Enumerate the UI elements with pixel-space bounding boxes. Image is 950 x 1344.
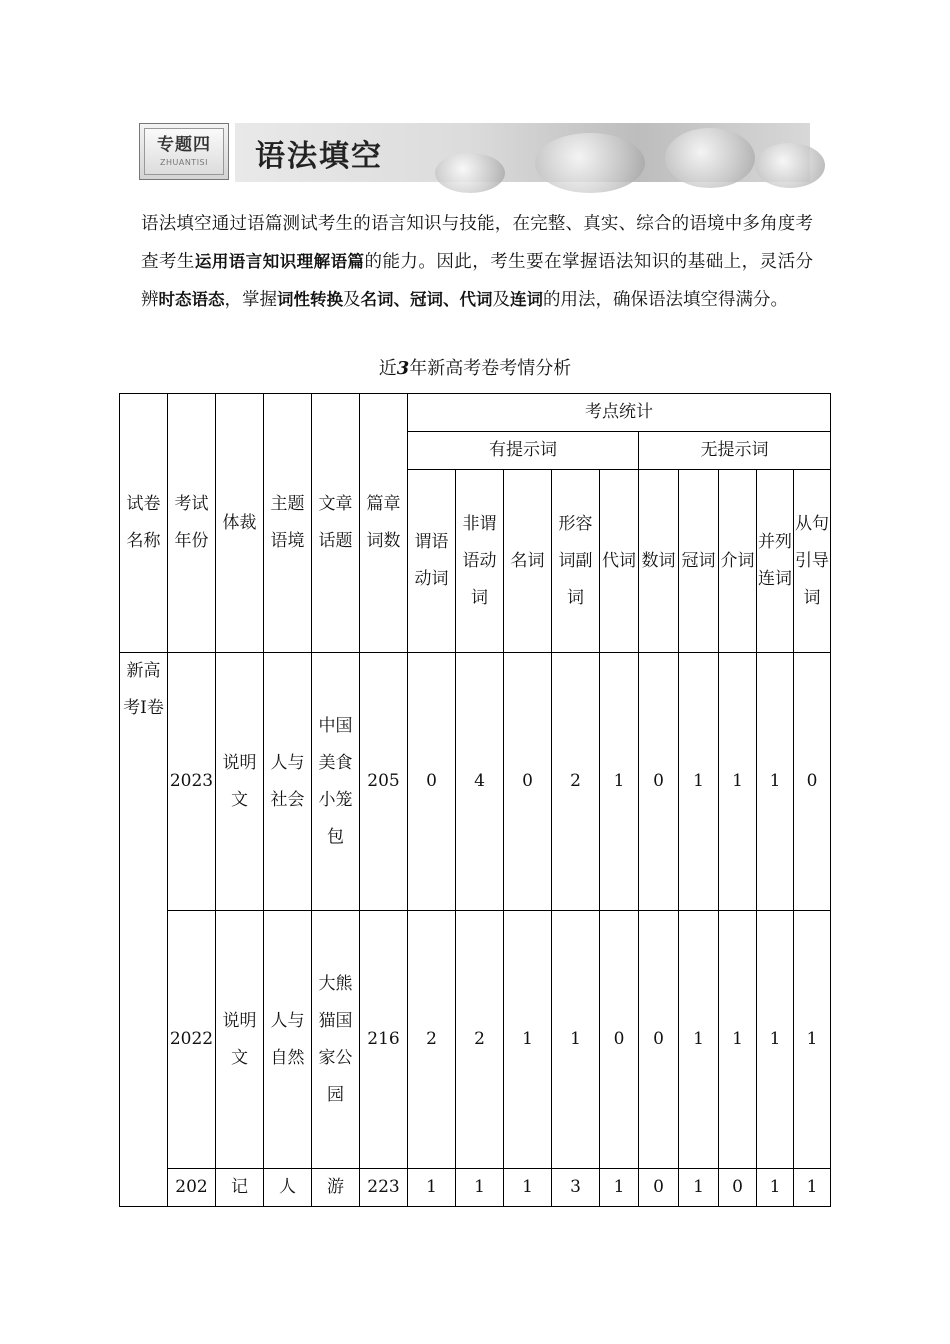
cell-count: 1	[600, 1169, 639, 1207]
header-topic: 文章话题	[312, 394, 360, 653]
cell-count: 1	[504, 1169, 552, 1207]
cell-topic: 中国美食小笼包	[312, 653, 360, 911]
banner-strip	[235, 123, 810, 182]
badge-title: 专题四	[157, 135, 211, 155]
header-col-nonfinite: 非谓语动词	[456, 470, 504, 653]
header-col-noun: 名词	[504, 470, 552, 653]
header-col-verb: 谓语动词	[408, 470, 456, 653]
header-col-adj-adv: 形容词副词	[552, 470, 600, 653]
cell-count: 0	[719, 1169, 757, 1207]
paper-name: 新高考Ⅰ卷	[120, 653, 168, 1207]
cell-count: 1	[408, 1169, 456, 1207]
cell-count: 1	[679, 911, 719, 1169]
header-col-clause-intro: 从句引导词	[794, 470, 831, 653]
cell-words: 205	[360, 653, 408, 911]
caption-number: 3	[396, 358, 410, 379]
cell-count: 0	[639, 911, 679, 1169]
section-badge	[139, 123, 229, 180]
cell-count: 0	[408, 653, 456, 911]
header-col-preposition: 介词	[719, 470, 757, 653]
cell-topic: 游	[312, 1169, 360, 1207]
intro-keyword: 时态语态	[158, 290, 225, 309]
cell-count: 4	[456, 653, 504, 911]
intro-text: ，掌握	[224, 290, 277, 310]
cell-count: 1	[719, 911, 757, 1169]
intro-keyword: 词性转换	[277, 290, 343, 309]
exam-analysis-table	[119, 393, 831, 1207]
header-col-numeral: 数词	[639, 470, 679, 653]
cell-genre: 记	[216, 1169, 264, 1207]
cell-count: 1	[757, 911, 794, 1169]
header-stats: 考点统计	[408, 394, 831, 432]
cell-count: 1	[794, 1169, 831, 1207]
cell-count: 1	[456, 1169, 504, 1207]
table-row	[120, 1169, 831, 1207]
cell-count: 1	[757, 1169, 794, 1207]
cell-count: 1	[679, 653, 719, 911]
cell-genre: 说明文	[216, 653, 264, 911]
badge-subtitle: ZHUANTISI	[160, 158, 208, 167]
cell-year: 2022	[168, 911, 216, 1169]
cell-count: 1	[679, 1169, 719, 1207]
cell-genre: 说明文	[216, 911, 264, 1169]
cell-context: 人	[264, 1169, 312, 1207]
cell-count: 1	[552, 911, 600, 1169]
cell-context: 人与自然	[264, 911, 312, 1169]
cell-count: 2	[552, 653, 600, 911]
table-caption	[0, 354, 950, 380]
header-with-hint: 有提示词	[408, 432, 639, 470]
cell-count: 1	[719, 653, 757, 911]
intro-text: 的能力。因此，考生要在掌握语法知识的基础上，灵活分辨	[141, 252, 814, 310]
intro-text: 语法填空通过语篇测试考生的语言知识与技能，在完整、真实、综合的语境中多角度考查考生	[141, 214, 813, 272]
intro-text: 及	[343, 290, 361, 310]
intro-paragraph	[141, 206, 813, 319]
intro-text: 的用法，确保语法填空得满分。	[543, 290, 788, 310]
header-col-conjunction: 并列连词	[757, 470, 794, 653]
cell-count: 0	[794, 653, 831, 911]
header-paper: 试卷名称	[120, 394, 168, 653]
cell-count: 2	[456, 911, 504, 1169]
cell-words: 223	[360, 1169, 408, 1207]
section-title: 语法填空	[255, 139, 383, 174]
header-context: 主题语境	[264, 394, 312, 653]
cell-count: 0	[639, 1169, 679, 1207]
header-genre: 体裁	[216, 394, 264, 653]
cell-count: 1	[600, 653, 639, 911]
cell-year: 2023	[168, 653, 216, 911]
header-year: 考试年份	[168, 394, 216, 653]
intro-keyword: 名词、冠词、代词	[360, 290, 493, 309]
cell-count: 2	[408, 911, 456, 1169]
caption-suffix: 年新高考卷考情分析	[409, 358, 572, 379]
cell-context: 人与社会	[264, 653, 312, 911]
cell-count: 0	[639, 653, 679, 911]
header-without-hint: 无提示词	[639, 432, 831, 470]
cell-count: 0	[600, 911, 639, 1169]
table-row	[120, 911, 831, 1169]
header-col-article: 冠词	[679, 470, 719, 653]
cell-topic: 大熊猫国家公园	[312, 911, 360, 1169]
cell-count: 0	[504, 653, 552, 911]
intro-keyword: 运用语言知识理解语篇	[194, 252, 365, 271]
table-row	[120, 653, 831, 911]
cell-count: 1	[757, 653, 794, 911]
cell-count: 1	[504, 911, 552, 1169]
cell-count: 1	[794, 911, 831, 1169]
header-words: 篇章词数	[360, 394, 408, 653]
cell-count: 3	[552, 1169, 600, 1207]
caption-prefix: 近	[378, 358, 397, 379]
cell-words: 216	[360, 911, 408, 1169]
intro-text: 及	[492, 290, 510, 310]
header-col-pronoun: 代词	[600, 470, 639, 653]
section-banner	[139, 123, 810, 182]
intro-keyword: 连词	[510, 290, 543, 309]
cell-year: 202	[168, 1169, 216, 1207]
